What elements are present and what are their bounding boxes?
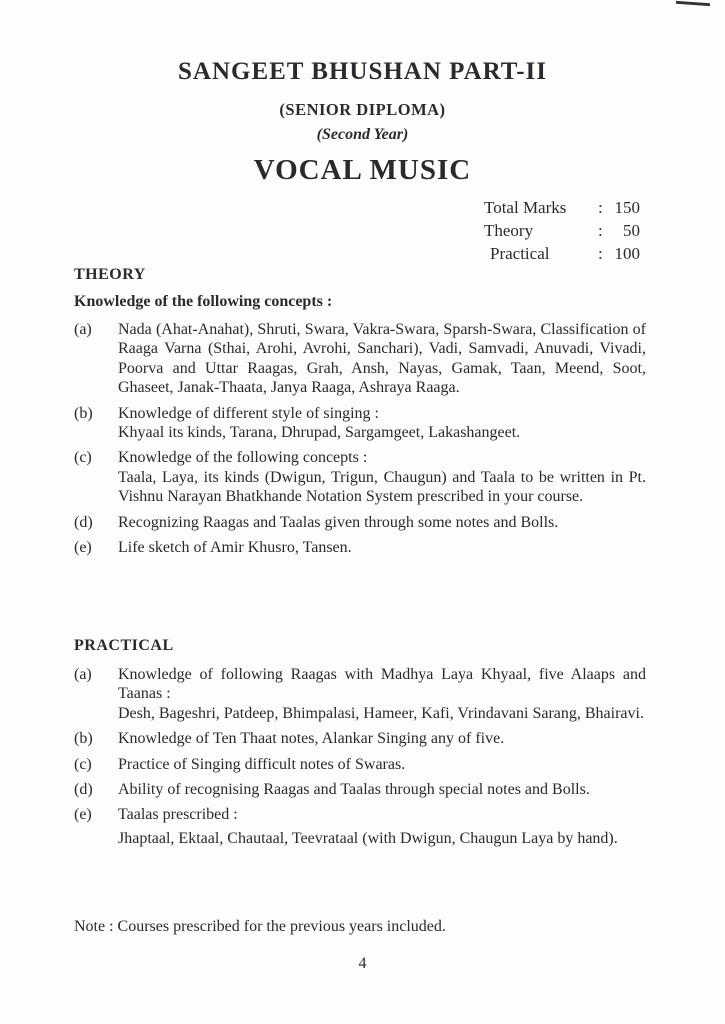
footer-note: Note : Courses prescribed for the previous years included. (74, 918, 446, 935)
list-item (74, 513, 646, 532)
item-text: Ability of recognising Raagas and Taalas through special notes and Bolls. (118, 781, 590, 799)
list-item (74, 805, 646, 848)
item-text: Recognizing Raagas and Taalas given through some notes and Bolls. (118, 513, 559, 531)
practical-heading: PRACTICAL (74, 637, 174, 654)
item-letter: (d) (74, 781, 93, 799)
marks-row-total (484, 196, 640, 219)
theory-subheading: Knowledge of the following concepts : (74, 293, 333, 310)
list-item (74, 448, 646, 506)
list-item (74, 729, 646, 748)
item-detail: Desh, Bageshri, Patdeep, Bhimpalasi, Hameer, Kafi, Vrindavani Sarang, Bhairavi. (118, 704, 644, 722)
item-text: Taalas prescribed : (118, 806, 238, 824)
marks-row-theory (484, 219, 640, 242)
item-letter: (b) (74, 404, 93, 422)
item-text: Life sketch of Amir Khusro, Tansen. (118, 539, 352, 557)
theory-heading: THEORY (74, 266, 146, 283)
item-text: Practice of Singing difficult notes of Swaras. (118, 755, 406, 773)
item-letter: (a) (74, 321, 92, 338)
marks-label: Practical (490, 244, 550, 263)
subject-heading: VOCAL MUSIC (253, 154, 472, 186)
item-letter: (c) (74, 449, 92, 467)
marks-value: 50 (623, 221, 640, 240)
item-text: Knowledge of different style of singing : (118, 404, 379, 422)
theory-list (74, 320, 646, 563)
document-subtitle: (SENIOR DIPLOMA) (279, 100, 446, 119)
item-letter: (e) (74, 539, 92, 557)
item-letter: (c) (74, 755, 92, 773)
course-year: (Second Year) (316, 126, 409, 143)
item-text: Knowledge of the following concepts : (118, 449, 368, 467)
item-letter: (a) (74, 666, 92, 683)
marks-separator: : (598, 221, 603, 240)
list-item (74, 404, 646, 443)
list-item (74, 755, 646, 774)
marks-value: 150 (614, 198, 640, 217)
marks-separator: : (598, 198, 603, 217)
item-detail: Khyaal its kinds, Tarana, Dhrupad, Sargamgeet, Lakashangeet. (118, 424, 521, 442)
practical-list (74, 665, 646, 854)
marks-label: Total Marks (484, 198, 567, 217)
marks-row-practical (484, 242, 640, 265)
item-detail: Taala, Laya, its kinds (Dwigun, Trigun, Chaugun) and Taala to be written in Pt. Vishnu Narayan Bhatkhande Notation System prescribed in your course. (118, 468, 646, 506)
item-detail: Jhaptaal, Ektaal, Chautaal, Teevrataal (with Dwigun, Chaugun Laya by hand). (118, 829, 618, 847)
item-text: Nada (Ahat-Anahat), Shruti, Swara, Vakra-Swara, Sparsh-Swara, Classification of Raaga Varna (Sthai, Arohi, Avrohi, Sanchari), Vadi, Samvadi, Anuvadi, Vivadi, Poorva and Uttar Raagas, Grah, Ansh, Nayas, Gamak, Taan, Meend, Soot, Ghaseet, Janak-Thaata, Janya Raaga, Ashraya Raaga. (118, 321, 646, 397)
document-title: SANGEET BHUSHAN PART-II (178, 58, 547, 85)
list-item (74, 538, 646, 557)
scan-mark (676, 1, 710, 6)
list-item (74, 320, 646, 398)
item-letter: (e) (74, 806, 92, 824)
list-item (74, 780, 646, 799)
marks-separator: : (598, 244, 603, 263)
marks-label: Theory (484, 221, 534, 240)
page-number: 4 (358, 955, 367, 972)
marks-value: 100 (614, 244, 640, 263)
item-text: Knowledge of following Raagas with Madhya Laya Khyaal, five Alaaps and Taanas : (118, 666, 646, 703)
list-item (74, 665, 646, 723)
item-letter: (b) (74, 730, 93, 748)
marks-table (484, 196, 640, 265)
item-text: Knowledge of Ten Thaat notes, Alankar Singing any of five. (118, 730, 505, 748)
item-letter: (d) (74, 513, 93, 531)
